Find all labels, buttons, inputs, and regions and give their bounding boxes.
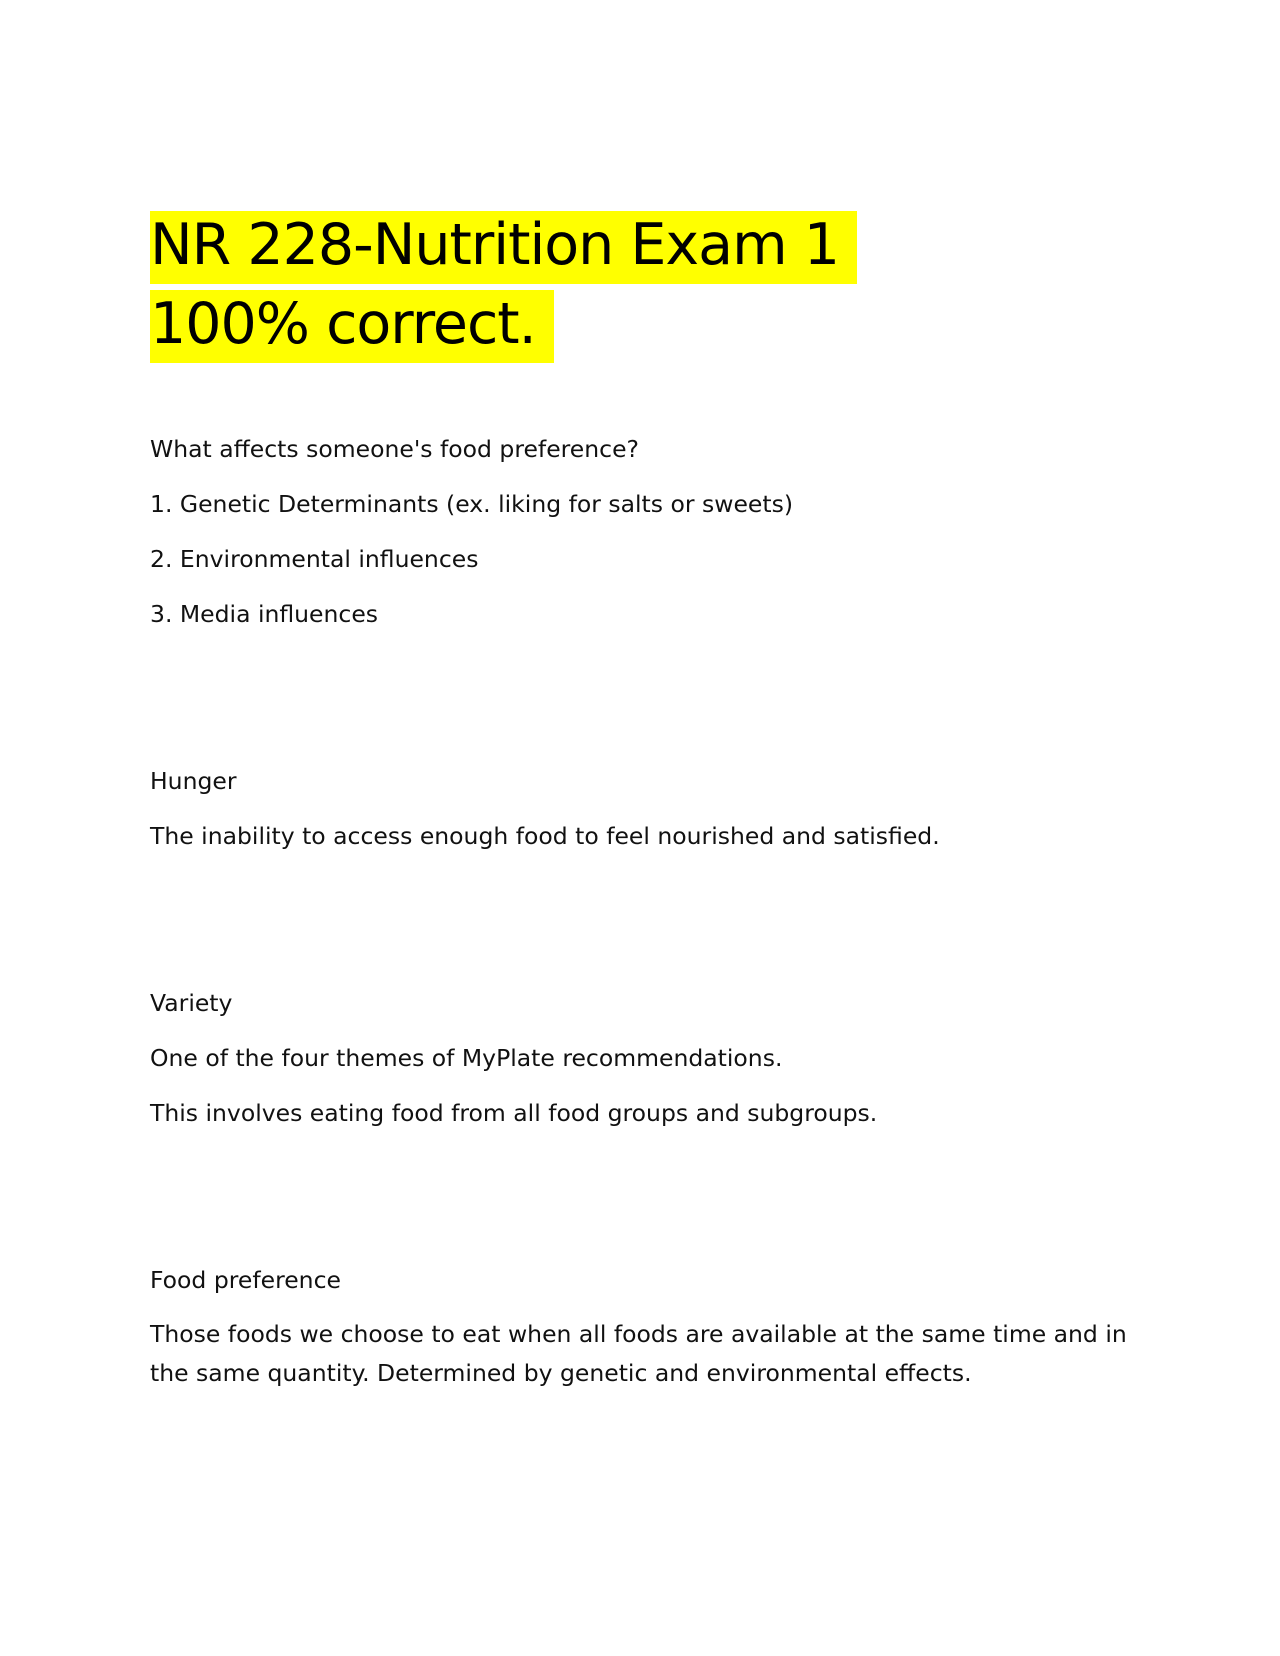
document-title [150, 206, 980, 364]
title-highlight: NR 228-Nutrition Exam 1 100% correct. [150, 211, 857, 363]
term-food-preference: Food preference [150, 1266, 341, 1294]
definition-hunger: The inability to access enough food to feel nourished and satisfied. [150, 822, 940, 850]
term-variety: Variety [150, 989, 233, 1017]
answer-environmental-influences: 2. Environmental influences [150, 545, 479, 573]
answer-media-influences: 3. Media influences [150, 600, 379, 628]
term-hunger: Hunger [150, 767, 237, 795]
definition-food-preference: Those foods we choose to eat when all foods are available at the same time and in the same quantity. Determined by genetic and environmental effects. [150, 1320, 1127, 1387]
definition-variety-line-2: This involves eating food from all food groups and subgroups. [150, 1099, 878, 1127]
answer-genetic-determinants: 1. Genetic Determinants (ex. liking for salts or sweets) [150, 490, 793, 518]
question-food-preference: What affects someone's food preference? [150, 435, 640, 463]
definition-variety-line-1: One of the four themes of MyPlate recommendations. [150, 1044, 783, 1072]
